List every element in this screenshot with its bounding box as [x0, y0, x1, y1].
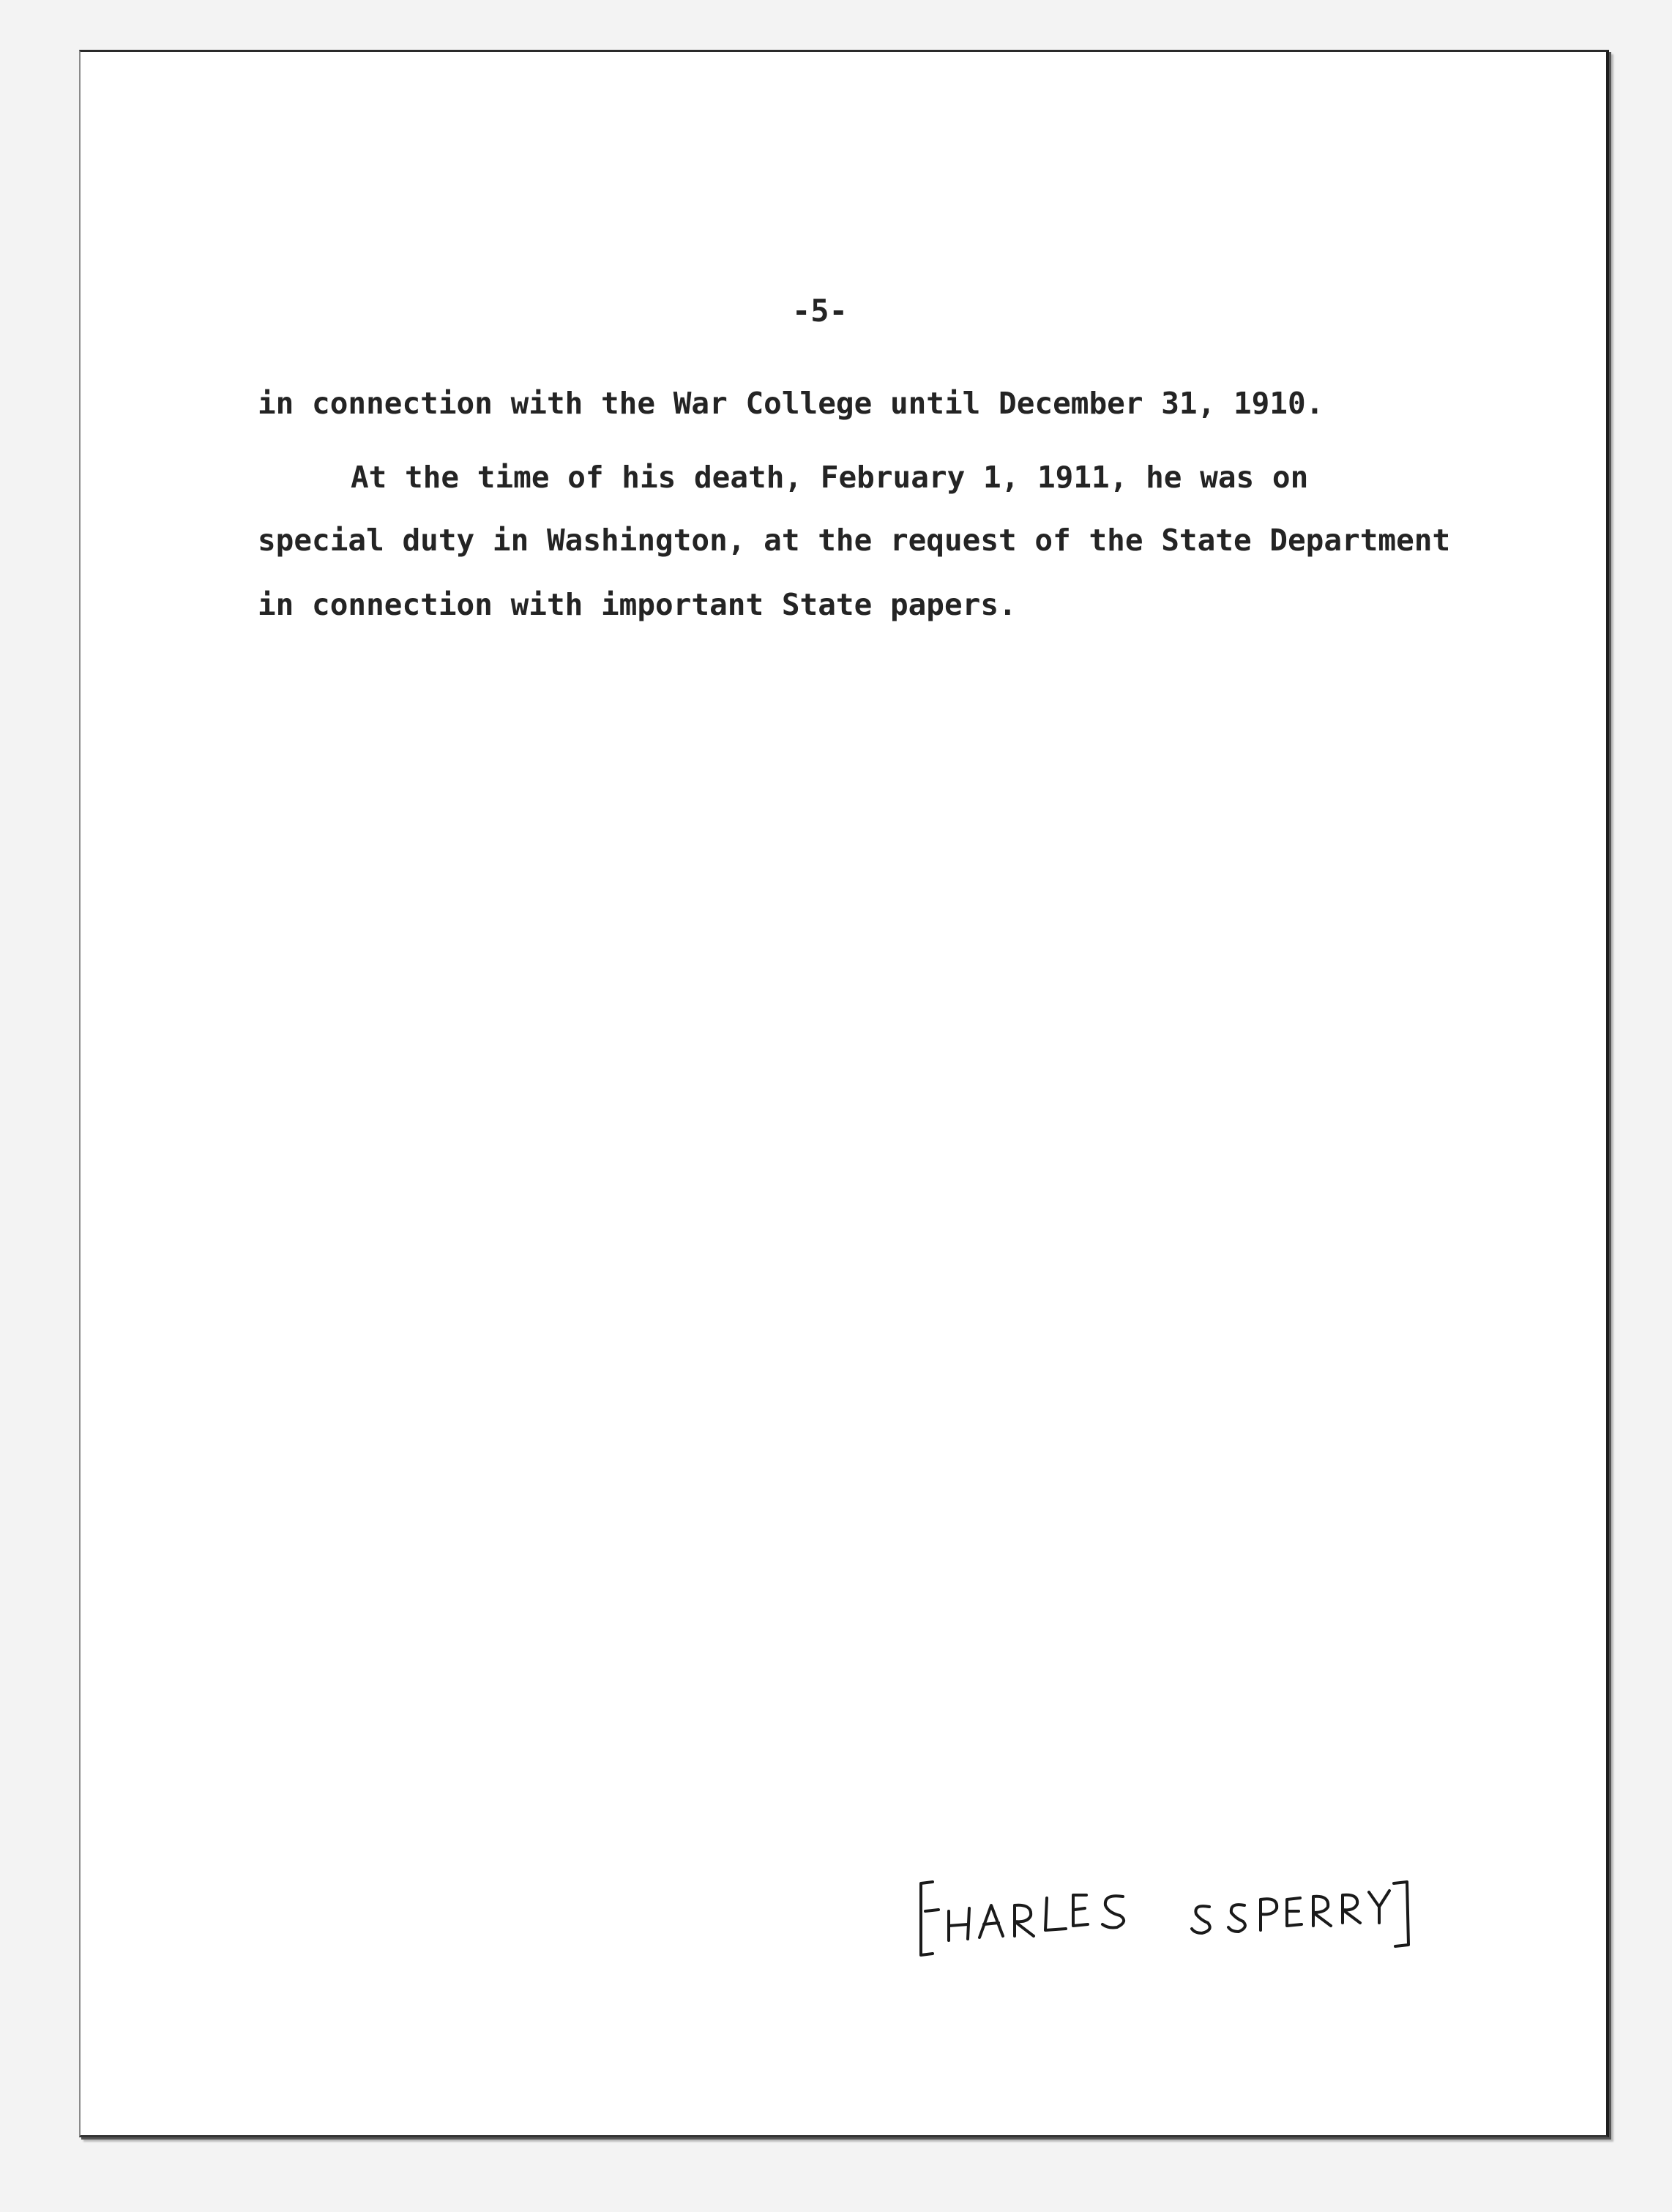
page-number: -5- — [792, 293, 848, 329]
body-text-line: At the time of his death, February 1, 1911, he was on — [351, 460, 1309, 495]
body-text-line: in connection with the War College until December 31, 1910. — [258, 386, 1324, 421]
body-text-line: in connection with important State papers. — [258, 587, 1017, 622]
handwritten-signature — [917, 1873, 1444, 1961]
body-text-line: special duty in Washington, at the request of the State Department — [258, 523, 1451, 558]
document-page — [79, 50, 1609, 2137]
